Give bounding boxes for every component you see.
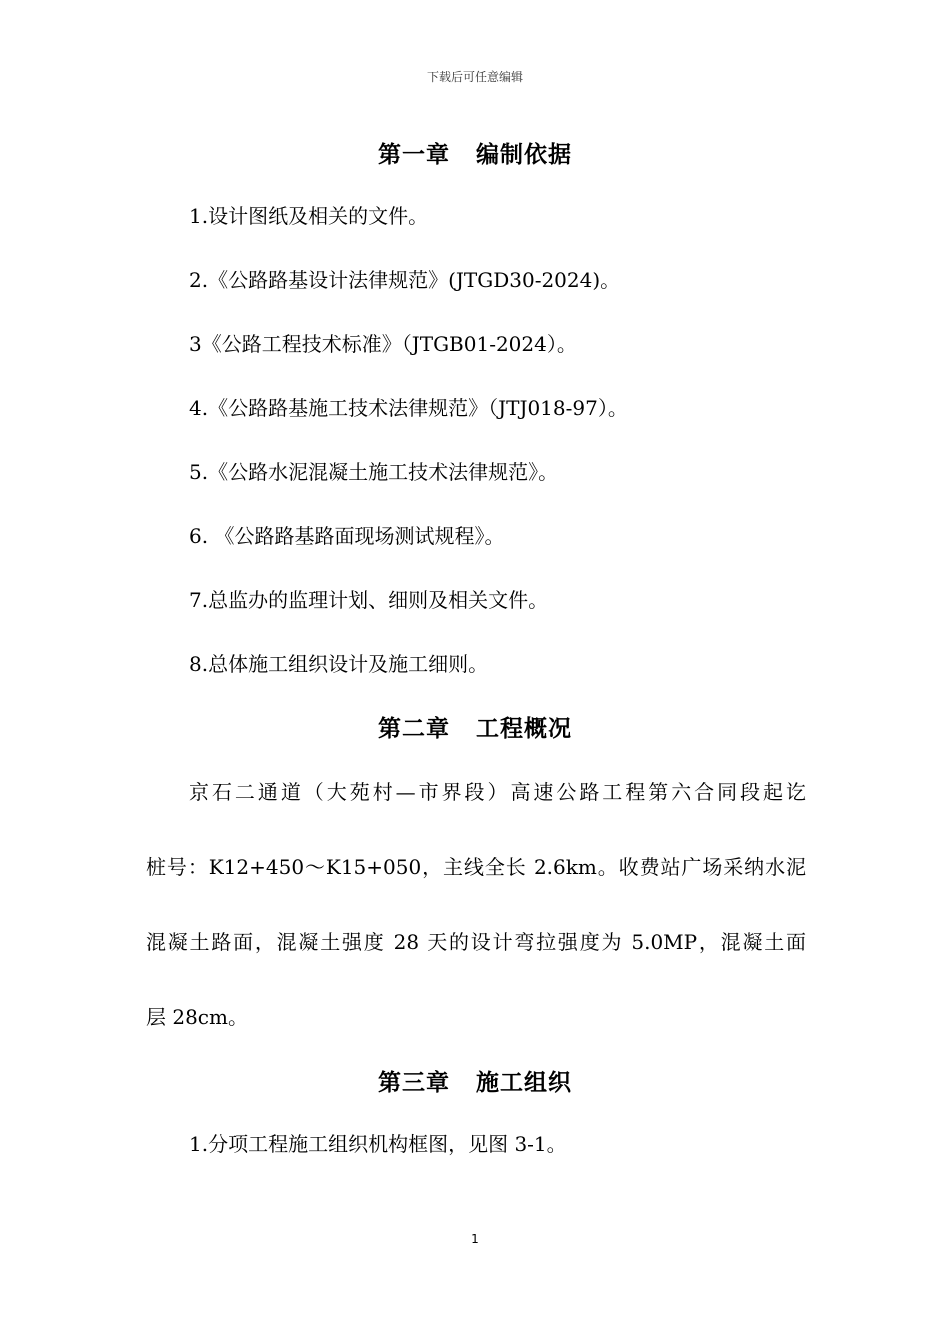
chapter-1-item: 1.设计图纸及相关的文件。 xyxy=(189,204,429,228)
chapter-1-item: 6. 《公路路基路面现场测试规程》。 xyxy=(189,524,505,548)
chapter-1-heading xyxy=(0,136,950,169)
chapter-2-label: 第二章 xyxy=(378,716,450,742)
chapter-2-paragraph-line: 桩号：K12+450～K15+050，主线全长 2.6km。收费站广场采纳水泥 xyxy=(146,855,806,879)
page-number: 1 xyxy=(471,1232,479,1246)
chapter-1-item: 3《公路工程技术标准》（JTGB01-2024）。 xyxy=(189,332,577,356)
chapter-3-heading xyxy=(0,1064,950,1097)
chapter-2-title: 工程概况 xyxy=(476,716,572,742)
chapter-2-paragraph-line: 层 28cm。 xyxy=(146,1005,248,1029)
chapter-1-item: 7.总监办的监理计划、细则及相关文件。 xyxy=(189,588,549,612)
chapter-1-title: 编制依据 xyxy=(476,142,572,168)
chapter-1-item: 5.《公路水泥混凝土施工技术法律规范》。 xyxy=(189,460,559,484)
chapter-1-item: 8.总体施工组织设计及施工细则。 xyxy=(189,652,489,676)
chapter-1-label: 第一章 xyxy=(378,142,450,168)
chapter-3-title: 施工组织 xyxy=(476,1070,572,1096)
chapter-2-paragraph-line: 京石二通道（大苑村—市界段）高速公路工程第六合同段起讫 xyxy=(189,780,806,804)
chapter-2-heading xyxy=(0,710,950,743)
chapter-3-item: 1.分项工程施工组织机构框图，见图 3-1。 xyxy=(189,1132,567,1156)
chapter-1-item: 2.《公路路基设计法律规范》(JTGD30-2024)。 xyxy=(189,268,621,292)
page-header: 下载后可任意编辑 xyxy=(426,70,523,84)
chapter-1-item: 4.《公路路基施工技术法律规范》（JTJ018-97）。 xyxy=(189,396,628,420)
chapter-3-label: 第三章 xyxy=(378,1070,450,1096)
chapter-2-paragraph-line: 混凝土路面，混凝土强度 28 天的设计弯拉强度为 5.0MP，混凝土面 xyxy=(146,930,806,954)
